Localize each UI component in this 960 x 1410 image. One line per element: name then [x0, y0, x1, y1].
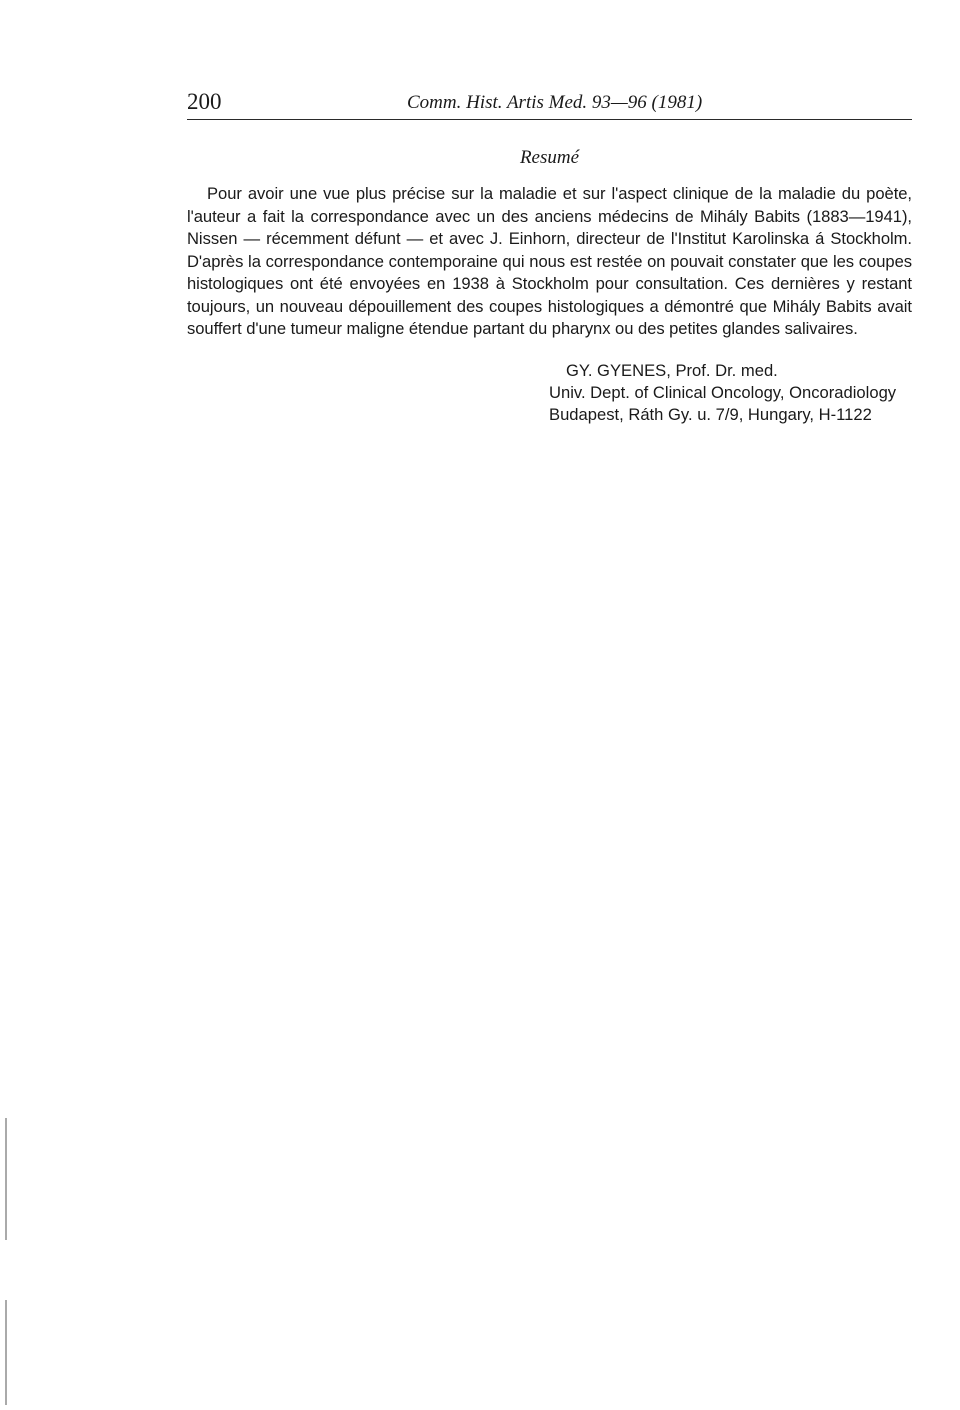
author-address: Budapest, Ráth Gy. u. 7/9, Hungary, H-1122	[549, 405, 872, 424]
author-department: Univ. Dept. of Clinical Oncology, Oncoradiology	[549, 383, 897, 402]
header-rule	[187, 119, 912, 120]
abstract-body: Pour avoir une vue plus précise sur la maladie et sur l'aspect clinique de la maladie du poète, l'auteur a fait la correspondance avec un des anciens médecins de Mihály Babits (1883—1941), Nissen — récemment défunt — et avec J. Einhorn, directeur de l'Institut Karolinska á Stockholm. D'après la correspondance contemporaine qui nous est restée on pouvait constater que les coupes histologiques ont été envoyées en 1938 à Stockholm pour consultation. Ces dernières y restant toujours, un nouveau dépouillement des coupes histologiques a démontré que Mihály Babits avait souffert d'une tumeur maligne étendue partant du pharynx ou des petites glandes salivaires.	[187, 184, 912, 338]
journal-reference: Comm. Hist. Artis Med. 93—96 (1981)	[407, 92, 703, 113]
author-signature	[549, 360, 912, 426]
page-number: 200	[187, 89, 222, 114]
abstract-heading: Resumé	[519, 147, 580, 168]
author-name: GY. GYENES, Prof. Dr. med.	[566, 361, 778, 380]
running-head	[187, 88, 912, 118]
